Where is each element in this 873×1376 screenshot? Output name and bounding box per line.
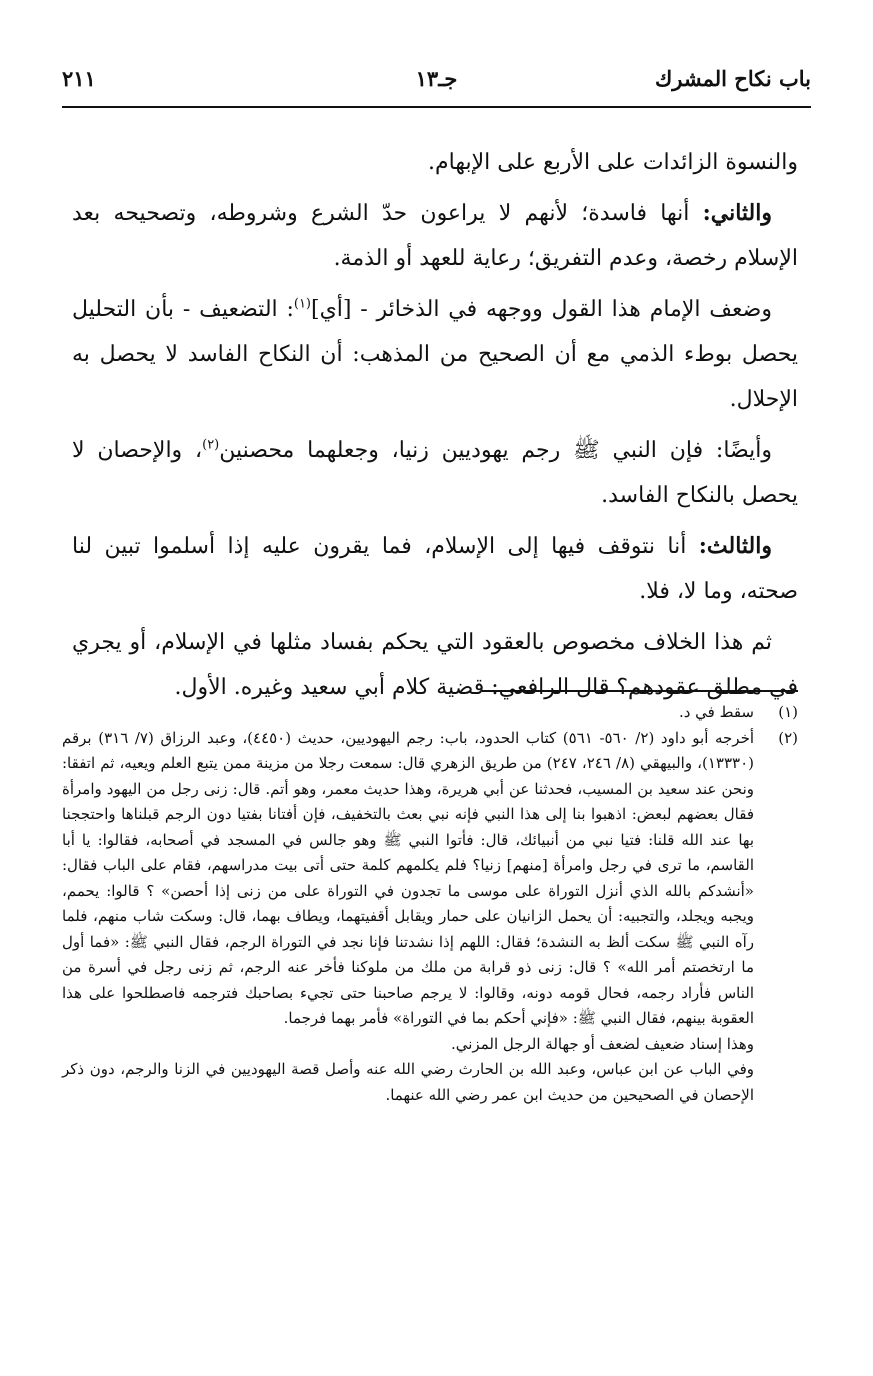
- paragraph-5: [72, 524, 798, 614]
- footnote-2-text: أخرجه أبو داود (٢/ ٥٦٠- ٥٦١) كتاب الحدود، باب: رجم اليهوديين، حديث (٤٤٥٠)، وعبد الرزاق (٧/ ٣١٦) برقم (١٣٣٣٠)، والبيهقي (٨/ ٢٤٦، ٢٤٧) من طريق الزهري قال: سمعت رجلا من مزينة ممن يتبع العلم ويعيه، ثم اتفقا: ونحن عند سعيد بن المسيب، فحدثنا عن أبي هريرة، وهذا حديث معمر، وهو أتم. قال: زنى رجل من اليهود وامرأة فقال بعضهم لبعض: اذهبوا بنا إلى هذا النبي فإنه نبي بعث بالتخفيف، فإن أفتانا بفتيا دون الرجم قبلناها واحتججنا بها عند الله قلنا: فتيا نبي من أنبيائك، قال: فأتوا النبي ﷺ وهو جالس في المسجد في أصحابه، فقالوا: يا أبا القاسم، ما ترى في رجل وامرأة [منهم] زنيا؟ فلم يكلمهم كلمة حتى أتى بيت مدراسهم، فقام على الباب فقال: «أنشدكم بالله الذي أنزل التوراة على موسى ما تجدون في التوراة على من زنى إذا أحصن» ؟ قالوا: يحمم، ويجبه ويجلد، والتجبيه: أن يحمل الزانيان على حمار ويقابل أقفيتهما، ويطاف بهما، قال: وسكت شاب منهم، فلما رآه النبي ﷺ سكت ألظ به النشدة؛ فقال: اللهم إذا نشدتنا فإنا نجد في التوراة الرجم، فقال النبي ﷺ: «فما أول ما ارتخصتم أمر الله» ؟ قال: زنى ذو قرابة من ملك من ملوكنا فأخر عنه الرجم، ثم زنى رجل في أسرة من الناس فأراد رجمه، فحال قومه دونه، وقالوا: لا يرجم صاحبنا حتى تجيء بصاحبك فترجمه فاصطلحوا على هذا العقوبة بينهم، فقال النبي ﷺ: «فإني أحكم بما في التوراة» فأمر بهما فرجما.: [62, 728, 755, 1027]
- paragraph-6-text: ثم هذا الخلاف مخصوص بالعقود التي يحكم بفساد مثلها في الإسلام، أو يجري في مطلق عقودهم؟ قال الرافعي: قضية كلام أبي سعيد وغيره. الأول.: [72, 630, 798, 700]
- paragraph-2: [72, 191, 798, 281]
- footnote-ref-2[interactable]: (٢): [202, 437, 220, 453]
- footnote-divider: [482, 690, 798, 692]
- paragraph-5-text: أنا نتوقف فيها إلى الإسلام، فما يقرون عليه إذا أسلموا تبين لنا صحته، وما لا، فلا.: [72, 534, 798, 604]
- paragraph-3-text-a: وضعف الإمام هذا القول ووجهه في الذخائر - [أي]: [311, 297, 772, 322]
- page-header: [62, 60, 811, 100]
- paragraph-3: [72, 287, 798, 422]
- chapter-title: باب نكاح المشرك: [654, 66, 811, 91]
- footnote-ref-1[interactable]: (١): [293, 296, 311, 312]
- footnote-2-related: وفي الباب عن ابن عباس، وعبد الله بن الحارث رضي الله عنه وأصل قصة اليهوديين في الزنا والرجم، دون ذكر الإحصان في الصحيحين من حديث ابن عمر رضي الله عنهما.: [62, 1060, 754, 1104]
- header-divider: [62, 106, 811, 108]
- footnote-2-grading: وهذا إسناد ضعيف لضعف أو جهالة الرجل المزني.: [450, 1034, 754, 1053]
- footnote-2-number: (٢): [778, 728, 798, 747]
- main-text: [72, 140, 798, 716]
- paragraph-1: [72, 140, 798, 185]
- footnote-2: [62, 726, 798, 1109]
- paragraph-2-lead: والثاني:: [702, 200, 772, 226]
- page-number: ٢١١: [62, 66, 96, 91]
- paragraph-6: [72, 620, 798, 710]
- volume-number: جـ١٣: [415, 66, 458, 91]
- footnotes: [62, 700, 798, 1108]
- footnote-1-text: سقط في د.: [678, 703, 754, 721]
- paragraph-4-text-a: وأيضًا: فإن النبي ﷺ رجم يهوديين زنيا، وجعلهما محصنين: [219, 438, 772, 463]
- paragraph-5-lead: والثالث:: [698, 533, 772, 559]
- paragraph-1-text: والنسوة الزائدات على الأربع على الإبهام.: [428, 150, 798, 175]
- paragraph-4: [72, 428, 798, 518]
- paragraph-3-text-b: : التضعيف - بأن التحليل يحصل بوطء الذمي مع أن الصحيح من المذهب: أن النكاح الفاسد لا يحصل به الإحلال.: [72, 297, 798, 412]
- paragraph-2-text: أنها فاسدة؛ لأنهم لا يراعون حدّ الشرع وشروطه، وتصحيحه بعد الإسلام رخصة، وعدم التفريق؛ رعاية للعهد أو الذمة.: [72, 201, 798, 271]
- footnote-1: [62, 700, 798, 726]
- paragraph-4-text-b: ، والإحصان لا يحصل بالنكاح الفاسد.: [72, 438, 798, 508]
- footnote-1-number: (١): [778, 703, 798, 721]
